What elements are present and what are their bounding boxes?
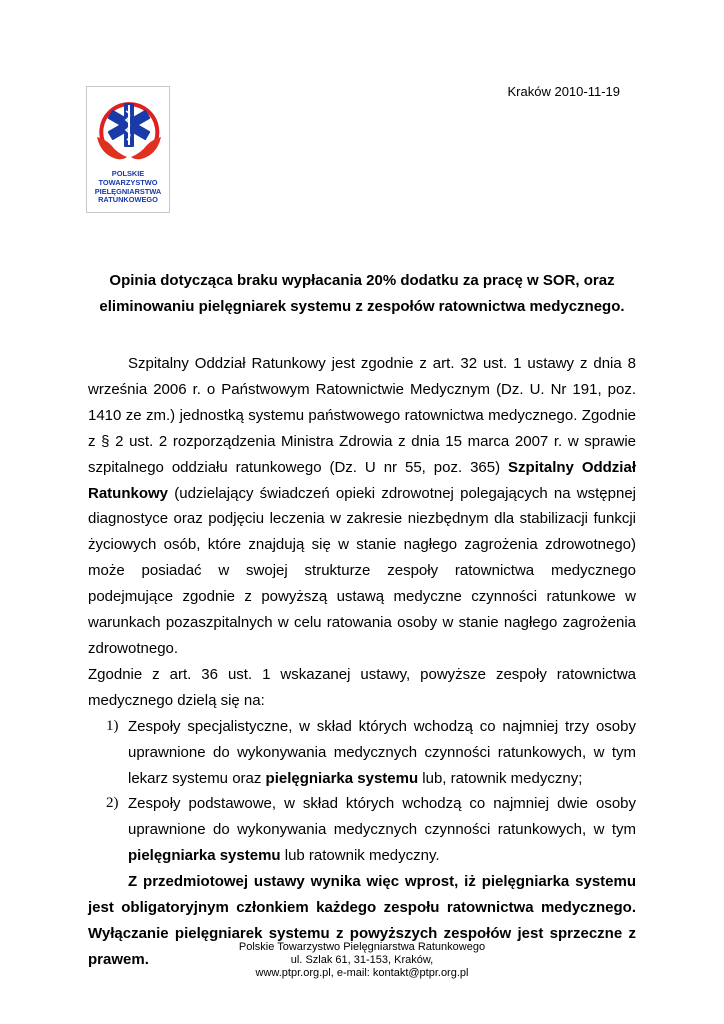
team-types-list bbox=[88, 714, 636, 869]
list-item-number: 1) bbox=[106, 717, 119, 734]
paragraph-1 bbox=[88, 351, 636, 662]
footer-organization: Polskie Towarzystwo Pielęgniarstwa Ratunkowego bbox=[238, 941, 486, 953]
paragraph-1-bold: Szpitalny Oddział Ratunkowy bbox=[88, 458, 636, 502]
title-line-2: eliminowaniu pielęgniarek systemu z zespołów ratownictwa medycznego. bbox=[99, 298, 625, 315]
footer-address: ul. Szlak 61, 31-153, Kraków, bbox=[290, 954, 434, 966]
footer bbox=[0, 941, 724, 980]
logo-text-line: PIELĘGNIARSTWA bbox=[94, 186, 162, 196]
list-item-text-a: Zespoły specjalistyczne, w skład których wchodzą co najmniej trzy osoby uprawnione do wykonywania medycznych czynności ratunkowych, w tym lekarz systemu oraz bbox=[128, 717, 636, 787]
list-item-text-b: lub ratownik medyczny. bbox=[280, 847, 440, 865]
list-item-text-b: lub, ratownik medyczny; bbox=[418, 769, 583, 787]
list-item-bold: pielęgniarka systemu bbox=[265, 769, 419, 787]
document-title bbox=[80, 268, 644, 320]
title-line-1: Opinia dotycząca braku wypłacania 20% dodatku za pracę w SOR, oraz bbox=[109, 272, 615, 289]
document-body bbox=[88, 351, 636, 973]
footer-contact: www.ptpr.org.pl, e-mail: kontakt@ptpr.org.pl bbox=[255, 967, 469, 979]
paragraph-2: Zgodnie z art. 36 ust. 1 wskazanej ustawy, powyższe zespoły ratownictwa medycznego dzielą się na: bbox=[88, 665, 636, 709]
logo-text bbox=[87, 170, 169, 205]
logo-text-line: TOWARZYSTWO bbox=[98, 177, 158, 187]
ptpr-logo bbox=[86, 86, 170, 213]
list-item-bold: pielęgniarka systemu bbox=[128, 847, 281, 865]
paragraph-1-text-b: (udzielający świadczeń opieki zdrowotnej polegających na wstępnej diagnostyce oraz podjęciu leczenia w zakresie niezbędnym dla stabilizacji funkcji życiowych osób, które znajdują się w stanie nagłego zagrożenia zdrowotnego) może posiadać w swojej strukturze zespoły ratownictwa medycznego podejmujące zgodnie z powyższą ustawą medyczne czynności ratunkowe w warunkach pozaszpitalnych w celu ratowania osoby w stanie nagłego zagrożenia zdrowotnego. bbox=[88, 484, 636, 657]
paragraph-1-text-a: Szpitalny Oddział Ratunkowy jest zgodnie z art. 32 ust. 1 ustawy z dnia 8 września 2006 r. o Państwowym Ratownictwie Medycznym (Dz. U. Nr 191, poz. 1410 ze zm.) jednostką systemu państwowego ratownictwa medycznego. Zgodnie z § 2 ust. 2 rozporządzenia Ministra Zdrowia z dnia 15 marca 2007 r. w sprawie szpitalnego oddziału ratunkowego (Dz. U nr 55, poz. 365) bbox=[88, 355, 636, 476]
list-item-text-a: Zespoły podstawowe, w skład których wchodzą co najmniej dwie osoby uprawnione do wykonywania medycznych czynności ratunkowych, w tym bbox=[128, 795, 636, 839]
list-item bbox=[88, 714, 636, 792]
document-date: Kraków 2010-11-19 bbox=[507, 84, 620, 99]
list-item-number: 2) bbox=[106, 795, 119, 812]
conclusion-paragraph: Z przedmiotowej ustawy wynika więc wprost, iż pielęgniarka systemu jest obligatoryjnym członkiem każdego zespołu ratownictwa medycznego. Wyłączanie pielęgniarek systemu z powyższych zespołów jest sprzeczne z prawem. bbox=[88, 873, 636, 968]
logo-text-line: POLSKIE bbox=[111, 169, 145, 178]
logo-text-line: RATUNKOWEGO bbox=[98, 195, 158, 205]
star-of-life-icon bbox=[87, 87, 171, 171]
list-item bbox=[88, 791, 636, 869]
